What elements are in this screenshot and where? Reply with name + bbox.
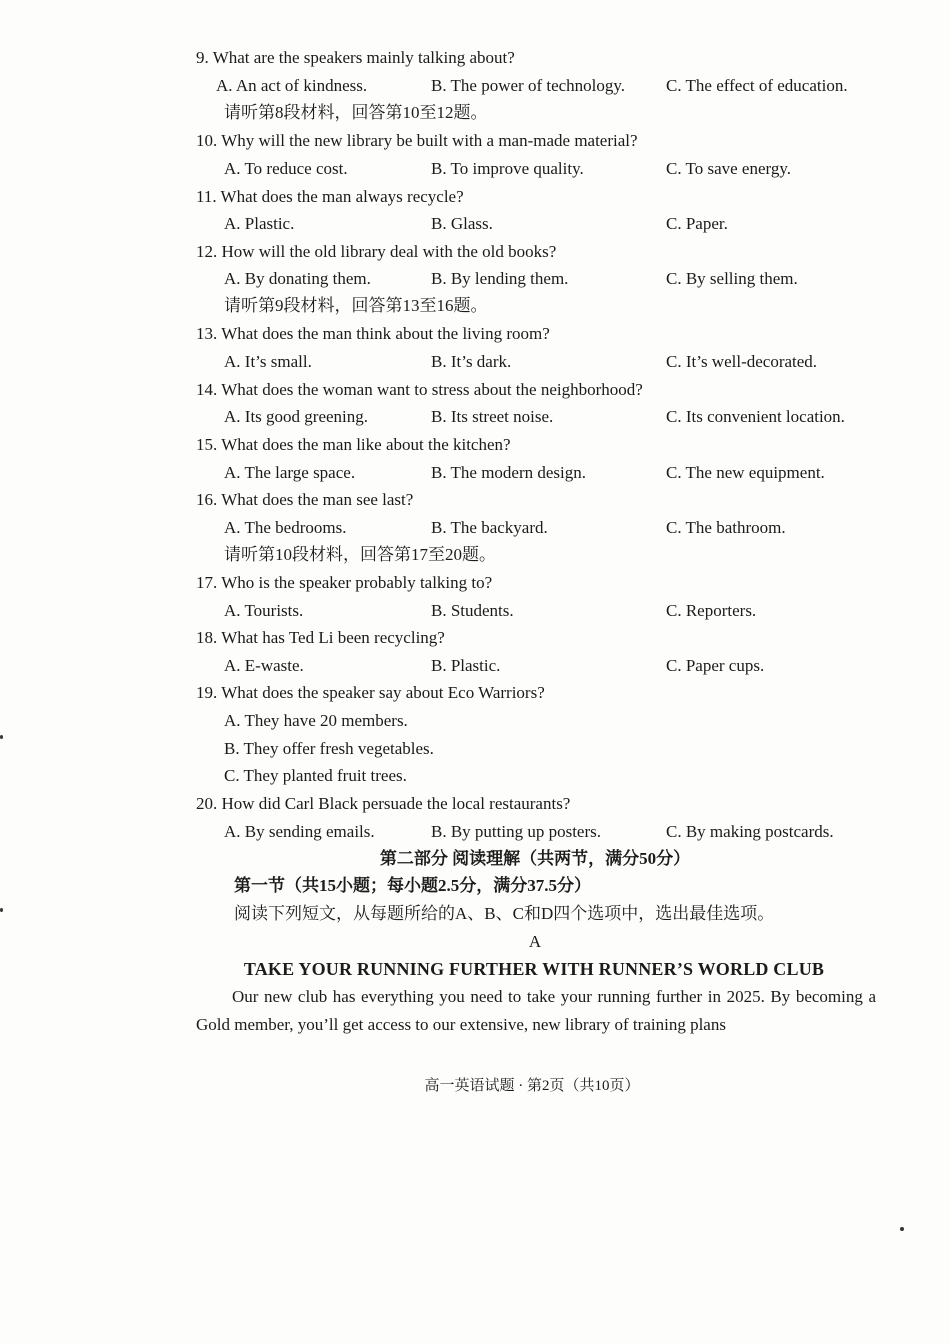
scan-speck: [900, 1227, 904, 1231]
option-10a: A. To reduce cost.: [224, 159, 348, 178]
option-10c: C. To save energy.: [666, 159, 792, 178]
option-17a: A. Tourists.: [224, 601, 304, 620]
option-20b: B. By putting up posters.: [431, 822, 602, 841]
option-11c: C. Paper.: [666, 214, 728, 233]
option-12a: A. By donating them.: [224, 269, 371, 288]
option-18c: C. Paper cups.: [666, 656, 765, 675]
instruction-section-8: 请听第8段材料，回答第10至12题。: [224, 103, 488, 122]
scan-speck: [0, 908, 3, 912]
option-20c: C. By making postcards.: [666, 822, 834, 841]
option-11b: B. Glass.: [431, 214, 493, 233]
option-11a: A. Plastic.: [224, 214, 295, 233]
section-heading: 第一节（共15小题；每小题2.5分，满分37.5分）: [234, 876, 591, 895]
question-10: 10. Why will the new library be built with a man-made material?: [196, 131, 638, 150]
option-18b: B. Plastic.: [431, 656, 501, 675]
question-11: 11. What does the man always recycle?: [196, 187, 464, 206]
option-19c: C. They planted fruit trees.: [224, 766, 407, 785]
question-14: 14. What does the woman want to stress about the neighborhood?: [196, 380, 643, 399]
question-12: 12. How will the old library deal with the old books?: [196, 242, 557, 261]
option-14a: A. Its good greening.: [224, 407, 369, 426]
option-15a: A. The large space.: [224, 463, 356, 482]
passage-title: TAKE YOUR RUNNING FURTHER WITH RUNNER’S WORLD CLUB: [243, 959, 825, 979]
part-heading: 第二部分 阅读理解（共两节，满分50分）: [379, 849, 691, 868]
option-10b: B. To improve quality.: [431, 159, 584, 178]
question-20: 20. How did Carl Black persuade the local restaurants?: [196, 794, 571, 813]
instruction-section-9: 请听第9段材料，回答第13至16题。: [224, 296, 488, 315]
option-18a: A. E-waste.: [224, 656, 304, 675]
passage-text: Our new club has everything you need to take your running further in 2025. By becoming a Gold member, you’ll get access to our extensive, new library of training plans: [196, 987, 876, 1034]
option-16c: C. The bathroom.: [666, 518, 786, 537]
option-14c: C. Its convenient location.: [666, 407, 845, 426]
passage-letter: A: [528, 932, 542, 951]
option-9c: C. The effect of education.: [666, 76, 848, 95]
option-13b: B. It’s dark.: [431, 352, 512, 371]
option-14b: B. Its street noise.: [431, 407, 554, 426]
question-17: 17. Who is the speaker probably talking to?: [196, 573, 493, 592]
option-13c: C. It’s well-decorated.: [666, 352, 818, 371]
question-9: 9. What are the speakers mainly talking about?: [196, 48, 515, 67]
option-12b: B. By lending them.: [431, 269, 569, 288]
page-footer: 高一英语试题 · 第2页（共10页）: [424, 1078, 640, 1094]
option-19b: B. They offer fresh vegetables.: [224, 739, 434, 758]
option-15b: B. The modern design.: [431, 463, 587, 482]
option-17c: C. Reporters.: [666, 601, 757, 620]
question-18: 18. What has Ted Li been recycling?: [196, 628, 445, 647]
option-16b: B. The backyard.: [431, 518, 548, 537]
option-12c: C. By selling them.: [666, 269, 798, 288]
question-15: 15. What does the man like about the kitchen?: [196, 435, 511, 454]
option-13a: A. It’s small.: [224, 352, 312, 371]
question-13: 13. What does the man think about the living room?: [196, 324, 550, 343]
option-9b: B. The power of technology.: [431, 76, 626, 95]
option-16a: A. The bedrooms.: [224, 518, 347, 537]
option-15c: C. The new equipment.: [666, 463, 825, 482]
question-16: 16. What does the man see last?: [196, 490, 414, 509]
scan-speck: [0, 735, 3, 739]
option-9a: A. An act of kindness.: [216, 76, 368, 95]
option-17b: B. Students.: [431, 601, 514, 620]
reading-instruction: 阅读下列短文，从每题所给的A、B、C和D四个选项中，选出最佳选项。: [234, 904, 775, 923]
question-19: 19. What does the speaker say about Eco Warriors?: [196, 683, 545, 702]
option-19a: A. They have 20 members.: [224, 711, 408, 730]
instruction-section-10: 请听第10段材料，回答第17至20题。: [224, 545, 496, 564]
option-20a: A. By sending emails.: [224, 822, 375, 841]
